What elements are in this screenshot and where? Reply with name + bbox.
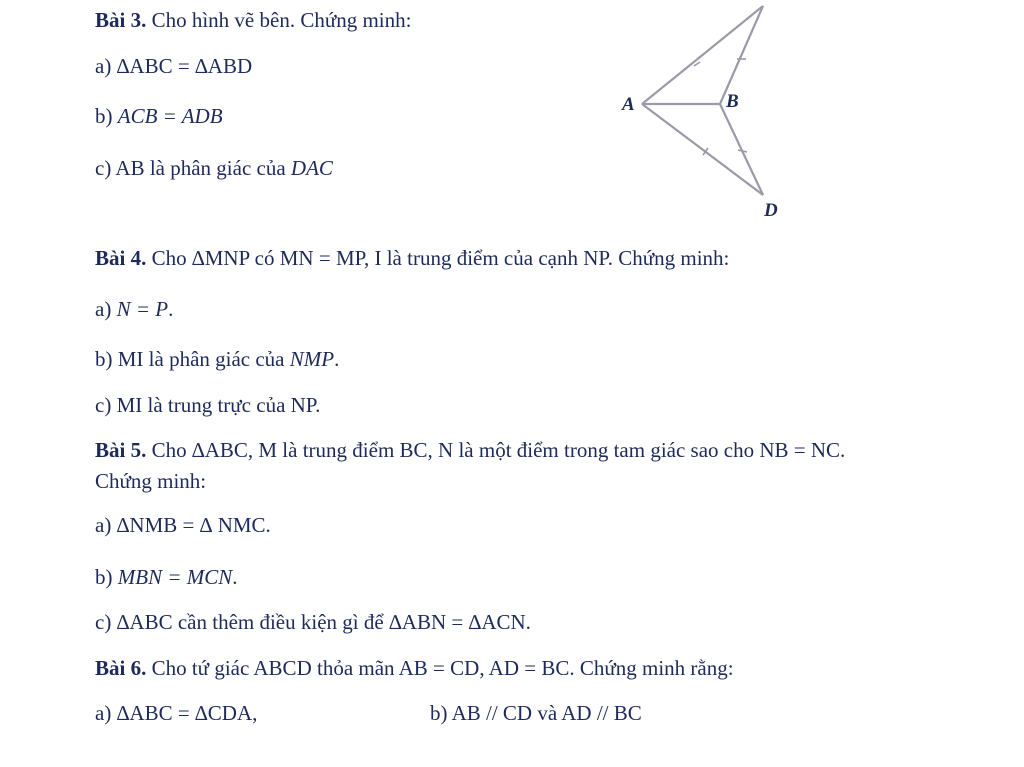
bai5-intro-line2: Chứng minh:: [95, 469, 207, 493]
tick-ac: [694, 62, 700, 66]
bai4-a-equation: N = P: [116, 297, 169, 321]
tick-bd: [738, 150, 747, 152]
bai5-b-prefix: b): [95, 565, 118, 589]
figure-lines: [642, 6, 763, 195]
segment-ad: [642, 104, 763, 195]
bai4-b-prefix: b) MI là phân giác của: [95, 347, 290, 371]
bai3-a-equation: ∆ABC = ∆ABD: [116, 54, 253, 78]
bai5-heading: [95, 438, 845, 462]
bai4-b-angle: NMP: [289, 347, 335, 371]
bai4-a-prefix: a): [95, 297, 117, 321]
segment-bd: [720, 104, 763, 195]
label-a: A: [622, 94, 635, 115]
bai5-part-b: [95, 565, 238, 589]
bai4-b-suffix: .: [334, 347, 340, 371]
bai3-part-a: [95, 54, 252, 78]
bai6-part-a: a) ∆ABC = ∆CDA,: [95, 701, 258, 725]
bai4-heading: [95, 246, 729, 270]
label-d: D: [764, 200, 778, 221]
bai3-intro: Cho hình vẽ bên. Chứng minh:: [146, 8, 412, 32]
bai3-title: Bài 3.: [95, 8, 147, 32]
label-b: B: [726, 91, 739, 112]
bai3-c-angle: DAC: [290, 156, 333, 180]
bai5-intro: Cho ∆ABC, M là trung điểm BC, N là một điểm trong tam giác sao cho NB = NC.: [146, 438, 846, 462]
bai6-title: Bài 6.: [95, 656, 147, 680]
bai3-heading: [95, 8, 411, 32]
bai3-b-equation: ACB = ADB: [117, 104, 223, 128]
bai4-part-b: [95, 347, 339, 371]
bai5-title: Bài 5.: [95, 438, 147, 462]
triangle-figure: [600, 0, 820, 230]
bai4-part-c: c) MI là trung trực của NP.: [95, 393, 321, 417]
bai4-a-suffix: .: [168, 297, 174, 321]
bai6-intro: Cho tứ giác ABCD thỏa mãn AB = CD, AD = BC. Chứng minh rằng:: [146, 656, 734, 680]
bai6-heading: [95, 656, 734, 680]
bai5-b-equation: MBN = MCN: [117, 565, 233, 589]
bai3-c-prefix: c) AB là phân giác của: [95, 156, 291, 180]
bai5-b-suffix: .: [232, 565, 238, 589]
bai3-a-prefix: a): [95, 54, 117, 78]
bai3-part-c: [95, 156, 333, 180]
bai4-intro: Cho ∆MNP có MN = MP, I là trung điểm của cạnh NP. Chứng minh:: [146, 246, 730, 270]
bai6-part-b: b) AB // CD và AD // BC: [430, 701, 642, 725]
bai3-part-b: [95, 104, 223, 128]
bai4-title: Bài 4.: [95, 246, 147, 270]
bai4-part-a: [95, 297, 173, 321]
segment-ac: [642, 6, 763, 104]
segment-bc: [720, 6, 763, 104]
bai3-b-prefix: b): [95, 104, 118, 128]
bai5-part-c: c) ∆ABC cần thêm điều kiện gì để ∆ABN = ∆ACN.: [95, 610, 531, 634]
bai5-part-a: a) ∆NMB = ∆ NMC.: [95, 513, 271, 537]
